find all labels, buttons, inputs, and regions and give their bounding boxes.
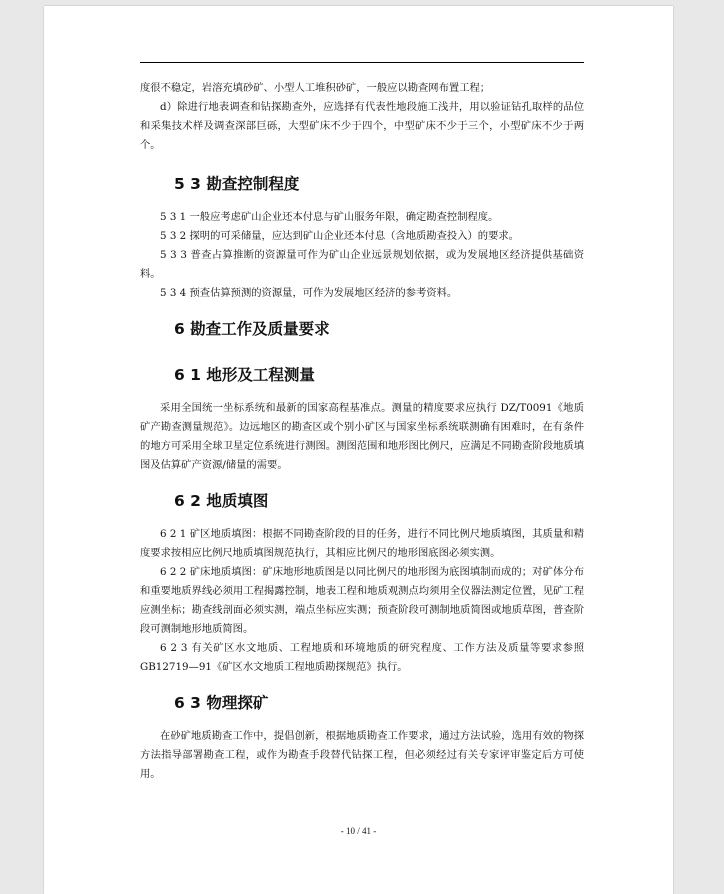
clause-5-3-4: 5 3 4 预查估算预测的资源量，可作为发展地区经济的参考资料。 — [160, 287, 458, 299]
section-heading-6-1: 6 1 地形及工程测量 — [174, 366, 315, 384]
page-content — [140, 79, 584, 784]
paragraph-item-d: d）除进行地表调查和钻探勘查外，应选择有代表性地段施工浅井，用以验证钻孔取样的品位和采集技术样及调查深部巨砾，大型矿床不少于四个，中型矿床不少于三个，小型矿床不少于两个。 — [140, 101, 584, 151]
clause-6-2-1: 6 2 1 矿区地质填图：根据不同勘查阶段的目的任务，进行不同比例尺地质填图，其质量和精度要求按相应比例尺地质填图规范执行，其相应比例尺的地形图底图必须实测。 — [140, 528, 584, 559]
paragraph-continuation: 度很不稳定，岩溶充填砂矿、小型人工堆积砂矿，一般应以勘查网布置工程； — [140, 82, 491, 94]
section-heading-6-2: 6 2 地质填图 — [174, 492, 269, 510]
document-page — [44, 6, 673, 894]
section-heading-6-3: 6 3 物理探矿 — [174, 694, 269, 712]
clause-5-3-2: 5 3 2 探明的可采储量，应达到矿山企业还本付息（含地质勘查投入）的要求。 — [160, 230, 519, 242]
clause-5-3-1: 5 3 1 一般应考虑矿山企业还本付息与矿山服务年限，确定勘查控制程度。 — [160, 211, 499, 223]
page-number: - 10 / 41 - — [340, 826, 377, 836]
clause-6-2-3: 6 2 3 有关矿区水文地质、工程地质和环境地质的研究程度、工作方法及质量等要求参照 GB12719—91《矿区水文地质工程地质勘探规范》执行。 — [140, 642, 584, 673]
chapter-heading-6: 6 勘查工作及质量要求 — [174, 320, 330, 338]
paragraph-6-3: 在砂矿地质勘查工作中，提倡创新，根据地质勘查工作要求，通过方法试验，选用有效的物探方法指导部署勘查工程，或作为勘查手段替代钻探工程，但必须经过有关专家评审鉴定后方可使用。 — [140, 730, 584, 780]
header-rule — [140, 62, 584, 63]
clause-5-3-3: 5 3 3 普查占算推断的资源量可作为矿山企业远景规划依据，或为发展地区经济提供基础资料。 — [140, 249, 584, 280]
paragraph-6-1: 采用全国统一坐标系统和最新的国家高程基准点。测量的精度要求应执行 DZ/T0091《地质矿产勘查测量规范》。边远地区的勘查区或个别小矿区与国家坐标系统联测确有困难时，在有条件的地方可采用全球卫星定位系统进行测图。测图范围和地形图比例尺，应满足不同勘查阶段地质填图及估算矿产资源/储量的需要。 — [140, 402, 584, 471]
section-heading-5-3: 5 3 勘查控制程度 — [174, 175, 300, 193]
clause-6-2-2: 6 2 2 矿床地质填图：矿床地形地质图是以同比例尺的地形图为底图填制而成的；对矿体分布和重要地质界线必须用工程揭露控制，地表工程和地质观测点均须用全仪器法测定位置，见矿工程应测坐标；勘查线剖面必须实测，端点坐标应实测；预查阶段可测制地质简图或地质草图，普查阶段可测制地形地质简图。 — [140, 566, 584, 635]
